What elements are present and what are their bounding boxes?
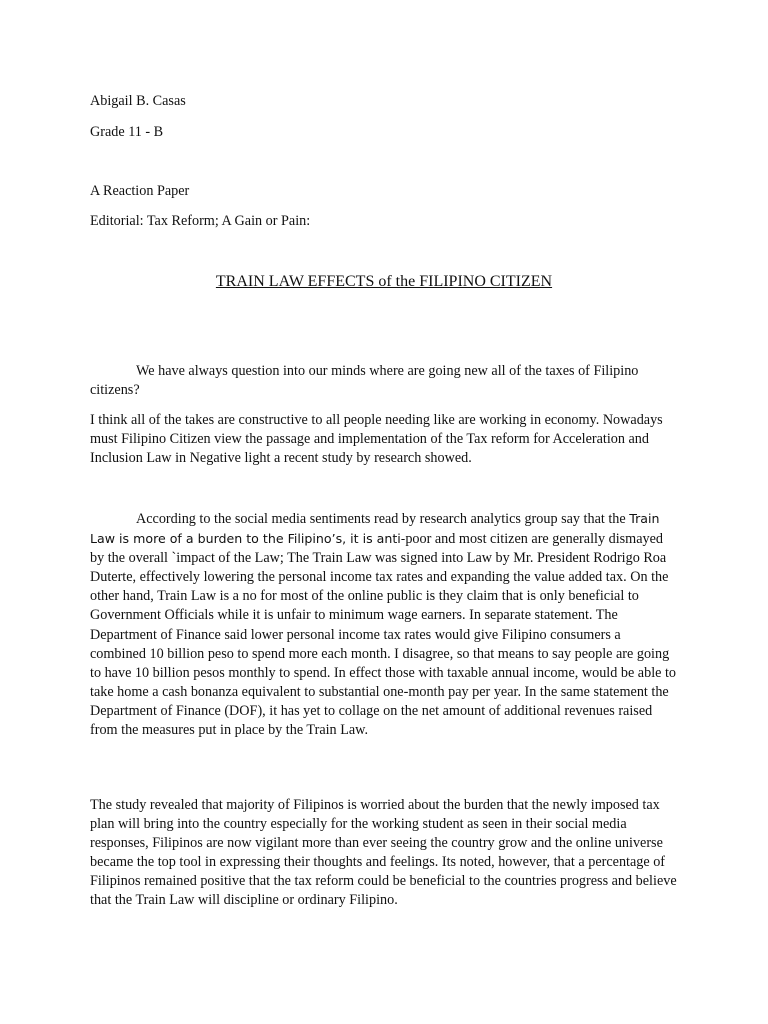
author-name: Abigail B. Casas — [90, 93, 186, 109]
editorial-title: Editorial: Tax Reform; A Gain or Pain: — [90, 213, 311, 229]
paragraph-3-text-rest: poor and most citizen are generally dismayed by the overall `impact of the Law; The Train Law was signed into Law by Mr. President Rodrigo Roa Duterte, effectively lowering the personal income tax rates and expanding the value added tax. On the other hand, Train Law is a no for most of the online public is they claim that is only beneficial to Government Officials while it is unfair to minimum wage earners. In separate statement. The Department of Finance said lower personal income tax rates would give Filipino consumers a combined 10 billion peso to spend more each month. I disagree, so that means to say people are going to have 10 billion pesos monthly to spend. In effect those with taxable annual income, would be able to take home a cash bonanza equivalent to substantial one-month pay per year. In the same statement the Department of Finance (DOF), it has yet to collage on the net amount of additional revenues raised from the measures put in place by the Train Law. — [90, 531, 677, 739]
paragraph-3-text-start: According to the social media sentiments read by research analytics group say that the — [136, 511, 626, 527]
paragraph-1-text: We have always question into our minds where are going new all of the taxes of Filipino citizens? — [90, 363, 639, 399]
paragraph-2 — [90, 411, 678, 468]
paper-type: A Reaction Paper — [90, 183, 190, 199]
document-title — [0, 272, 768, 291]
paragraph-1 — [90, 362, 678, 400]
paragraph-2-text: I think all of the takes are constructive to all people needing like are working in economy. Nowadays must Filipino Citizen view the passage and implementation of the Tax reform for Acceleration and Inclusion Law in Negative light a recent study by research showed. — [90, 412, 663, 467]
grade-section: Grade 11 - B — [90, 124, 164, 140]
document-title-text: TRAIN LAW EFFECTS of the FILIPINO CITIZEN — [215, 273, 553, 290]
paragraph-4 — [90, 796, 678, 911]
paragraph-3-text-sans: Train Law is more of a burden to the Filipino’s, it is anti- — [90, 511, 660, 547]
paragraph-3 — [90, 509, 678, 740]
paragraph-4-text: The study revealed that majority of Filipinos is worried about the burden that the newly imposed tax plan will bring into the country especially for the working student as seen in their social media responses, Filipinos are now vigilant more than ever seeing the country grow and the online universe became the top tool in expressing their thoughts and feelings. Its noted, however, that a percentage of Filipinos remained positive that the tax reform could be beneficial to the countries progress and believe that the Train Law will discipline or ordinary Filipino. — [90, 797, 677, 909]
